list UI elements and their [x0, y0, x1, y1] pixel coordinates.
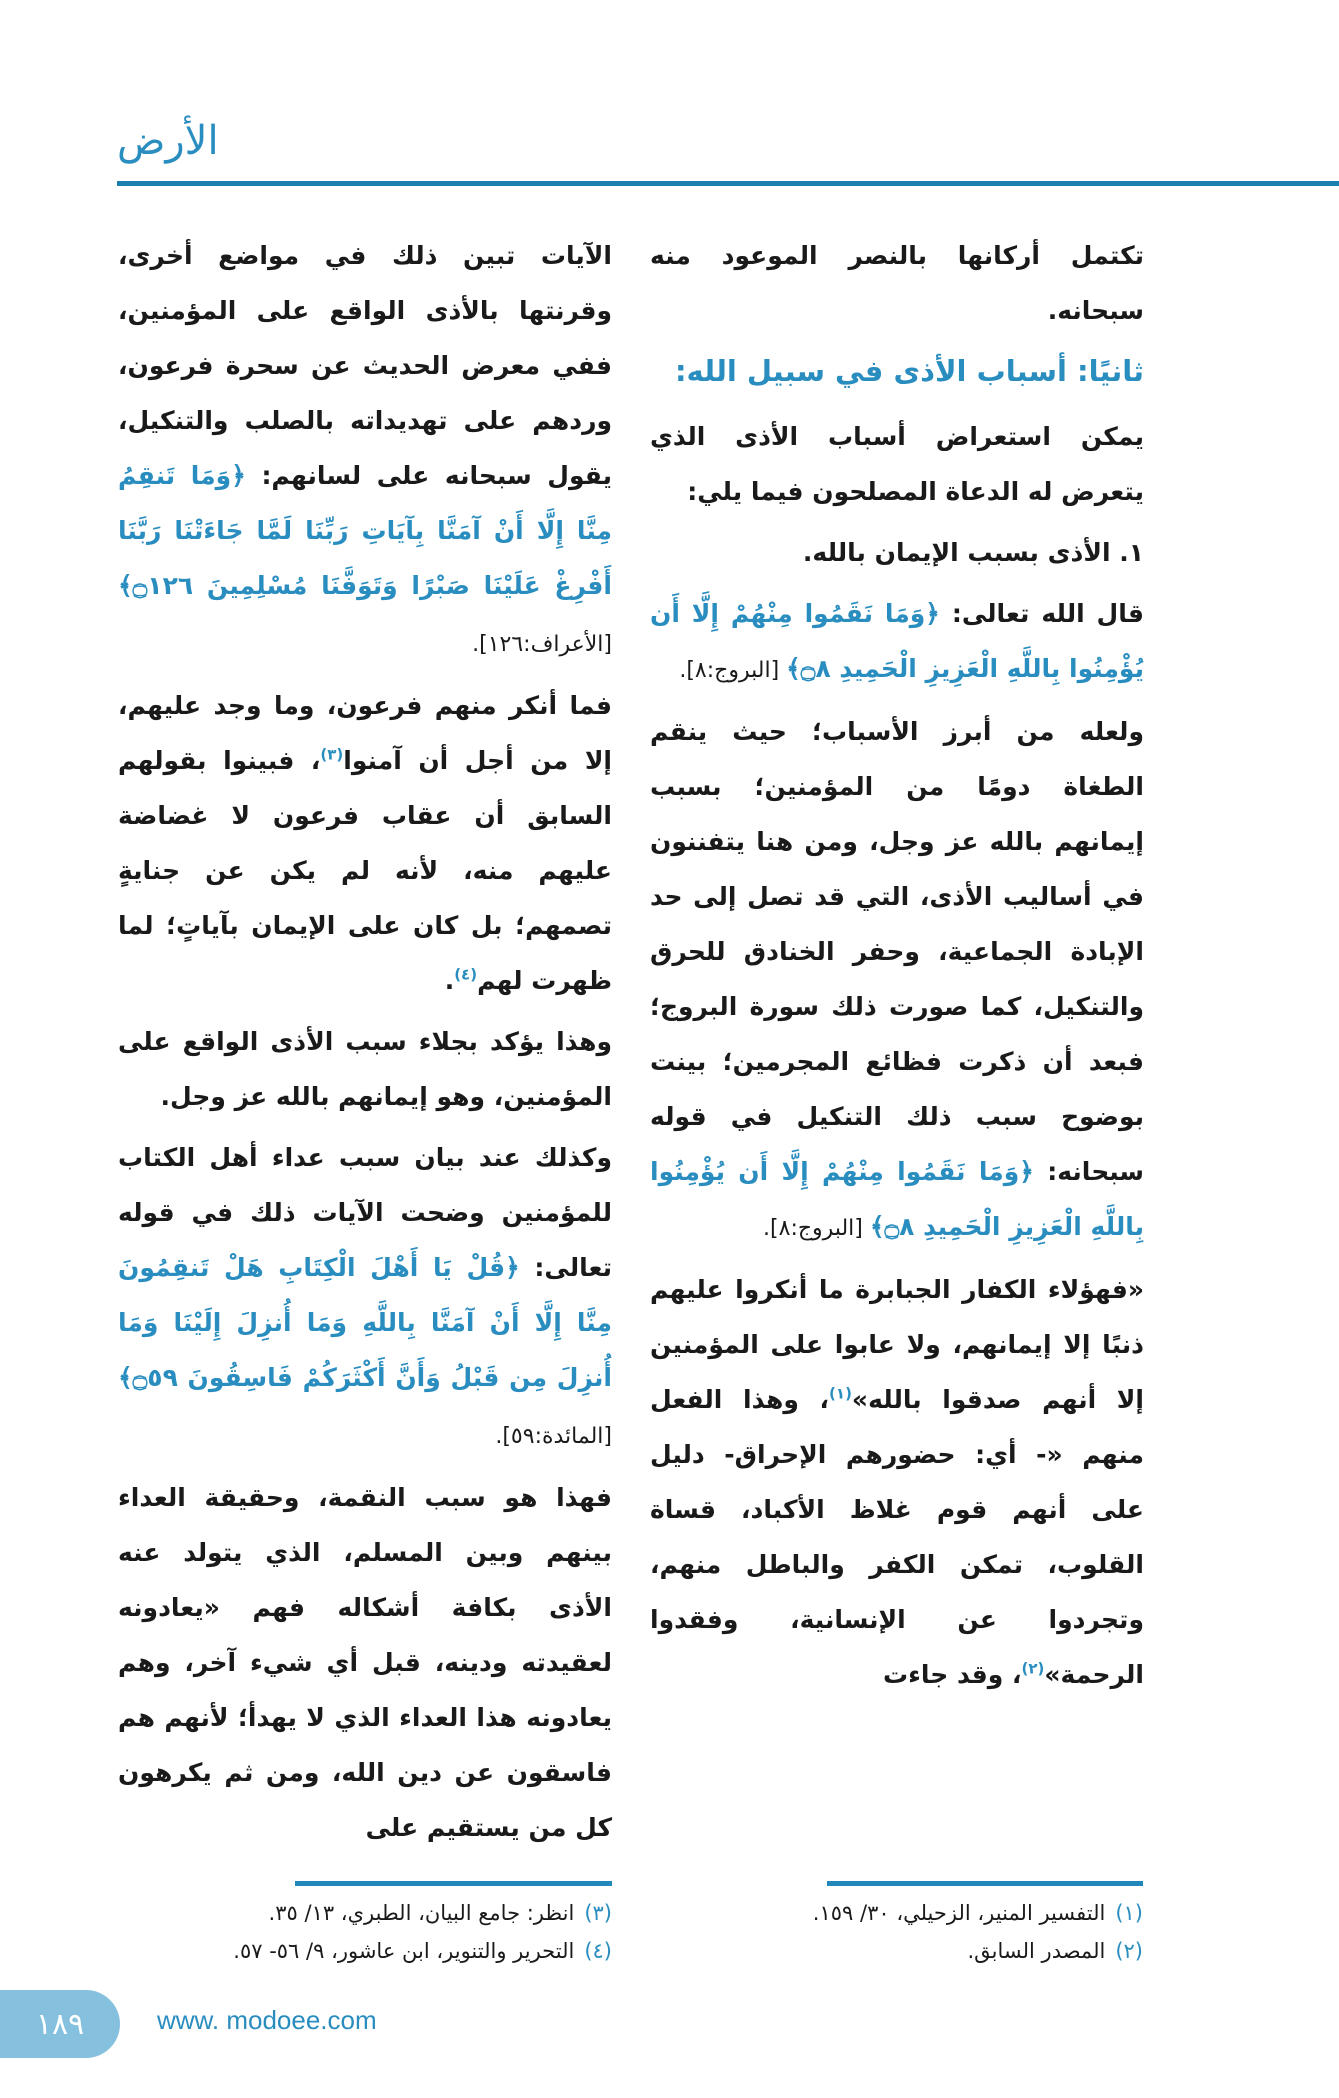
left-text-column	[118, 228, 612, 1861]
footnotes-left	[118, 1894, 612, 1970]
page-number: ١٨٩	[35, 2006, 85, 2042]
paragraph	[118, 1014, 612, 1124]
footnote	[700, 1894, 1143, 1932]
footnote-marker[interactable]: (٤)	[454, 965, 478, 984]
footnote	[700, 1932, 1143, 1970]
paragraph	[118, 228, 612, 672]
header-divider	[117, 181, 1339, 186]
footnote	[118, 1932, 612, 1970]
paragraph	[118, 678, 612, 1008]
paragraph-text: ، وهذا الفعل منهم «- أي: حضورهم الإحراق- دليل على أنهم قوم غلاظ الأكباد، قساة القلوب، تمكن الكفر والباطل منهم، وتجردوا عن الإنسانية، وفقدوا الرحمة»	[650, 1385, 1144, 1689]
quran-verse: ﴿قُلْ يَا أَهْلَ الْكِتَابِ هَلْ تَنقِمُونَ مِنَّا إِلَّا أَنْ آمَنَّا بِاللَّهِ وَمَا أُنزِلَ إِلَيْنَا وَمَا أُنزِلَ مِن قَبْلُ وَأَنَّ أَكْثَرَكُمْ فَاسِقُونَ ۝٥٩﴾	[118, 1253, 612, 1392]
footnote-number: (٢)	[1115, 1939, 1143, 1963]
paragraph	[650, 586, 1144, 698]
paragraph	[650, 525, 1144, 580]
footnote-number: (٣)	[584, 1901, 612, 1925]
right-text-column	[650, 228, 1144, 1708]
footnotes-right	[700, 1894, 1143, 1970]
verse-reference: [البروج:٨].	[679, 658, 787, 683]
footnote-text: التحرير والتنوير، ابن عاشور، ٩/ ٥٦- ٥٧.	[233, 1939, 575, 1963]
paragraph-text: ١. الأذى بسبب الإيمان بالله.	[802, 538, 1144, 567]
paragraph-text: ، فبينوا بقولهم السابق أن عقاب فرعون لا غضاضة عليهم منه، لأنه لم يكن عن جنايةٍ تصمهم؛ بل كان على الإيمان بآياتٍ؛ لما ظهرت لهم	[118, 746, 612, 995]
paragraph	[118, 1130, 612, 1464]
quran-verse: ﴿وَمَا نَقَمُوا مِنْهُمْ إِلَّا أَن يُؤْمِنُوا بِاللَّهِ الْعَزِيزِ الْحَمِيدِ ۝٨﴾	[650, 599, 1144, 683]
paragraph	[650, 409, 1144, 519]
paragraph-text: قال الله تعالى:	[939, 599, 1145, 628]
paragraph	[650, 228, 1144, 338]
quran-verse: ﴿وَمَا تَنقِمُ مِنَّا إِلَّا أَنْ آمَنَّا بِآيَاتِ رَبِّنَا لَمَّا جَاءَتْنَا رَبَّنَا أَفْرِغْ عَلَيْنَا صَبْرًا وَتَوَفَّنَا مُسْلِمِينَ ۝١٢٦﴾	[118, 461, 612, 600]
paragraph	[650, 1262, 1144, 1702]
footnote-text: التفسير المنير، الزحيلي، ٣٠/ ١٥٩.	[812, 1901, 1106, 1925]
paragraph-text: فما أنكر منهم فرعون، وما وجد عليهم، إلا من أجل أن آمنوا	[118, 691, 612, 775]
paragraph	[118, 1470, 612, 1855]
paragraph-text: .	[444, 966, 455, 995]
paragraph	[650, 704, 1144, 1256]
website-link[interactable]: www. modoee.com	[157, 2005, 377, 2035]
paragraph-text: الآيات تبين ذلك في مواضع أخرى، وقرنتها بالأذى الواقع على المؤمنين، ففي معرض الحديث عن سحرة فرعون، وردهم على تهديداته بالصلب والتنكيل، يقول سبحانه على لسانهم:	[118, 241, 612, 490]
footnote-number: (٤)	[584, 1939, 612, 1963]
paragraph-text: وكذلك عند بيان سبب عداء أهل الكتاب للمؤمنين وضحت الآيات ذلك في قوله تعالى:	[118, 1143, 612, 1282]
chapter-title: الأرض	[117, 118, 219, 164]
footnote-divider-right	[827, 1881, 1143, 1886]
paragraph-text: ولعله من أبرز الأسباب؛ حيث ينقم الطغاة دومًا من المؤمنين؛ بسبب إيمانهم بالله عز وجل، ومن هنا يتفننون في أساليب الأذى، التي قد تصل إلى حد الإبادة الجماعية، وحفر الخنادق للحرق والتنكيل، كما صورت ذلك سورة البروج؛ فبعد أن ذكرت فظائع المجرمين؛ بينت بوضوح سبب ذلك التنكيل في قوله سبحانه:	[650, 717, 1145, 1186]
quran-verse: ﴿وَمَا نَقَمُوا مِنْهُمْ إِلَّا أَن يُؤْمِنُوا بِاللَّهِ الْعَزِيزِ الْحَمِيدِ ۝٨﴾	[650, 1157, 1144, 1241]
footnote-text: انظر: جامع البيان، الطبري، ١٣/ ٣٥.	[268, 1901, 575, 1925]
verse-reference: [المائدة:٥٩].	[495, 1424, 612, 1449]
paragraph-text: فهذا هو سبب النقمة، وحقيقة العداء بينهم وبين المسلم، الذي يتولد عنه الأذى بكافة أشكاله فهم «يعادونه لعقيدته ودينه، قبل أي شيء آخر، وهم يعادونه هذا العداء الذي لا يهدأ؛ لأنهم هم فاسقون عن دين الله، ومن ثم يكرهون كل من يستقيم على	[118, 1483, 612, 1842]
paragraph-text: وهذا يؤكد بجلاء سبب الأذى الواقع على المؤمنين، وهو إيمانهم بالله عز وجل.	[118, 1027, 612, 1111]
footnote-text: المصدر السابق.	[967, 1939, 1106, 1963]
verse-reference: [البروج:٨].	[763, 1216, 870, 1241]
footnote-marker[interactable]: (٢)	[1021, 1659, 1045, 1678]
footnote	[118, 1894, 612, 1932]
footnote-marker[interactable]: (١)	[829, 1384, 852, 1403]
footnote-marker[interactable]: (٣)	[320, 745, 344, 764]
paragraph-text: ، وقد جاءت	[882, 1660, 1022, 1689]
paragraph-text: يمكن استعراض أسباب الأذى الذي يتعرض له الدعاة المصلحون فيما يلي:	[650, 422, 1144, 506]
footnote-number: (١)	[1115, 1901, 1143, 1925]
paragraph-text: تكتمل أركانها بالنصر الموعود منه سبحانه.	[650, 241, 1144, 325]
verse-reference: [الأعراف:١٢٦].	[472, 632, 612, 657]
paragraph-text: «فهؤلاء الكفار الجبابرة ما أنكروا عليهم ذنبًا إلا إيمانهم، ولا عابوا على المؤمنين إلا أنهم صدقوا بالله»	[650, 1275, 1144, 1414]
section-heading: ثانيًا: أسباب الأذى في سبيل الله:	[674, 354, 1144, 388]
footnote-divider-left	[295, 1881, 612, 1886]
page-number-badge	[0, 1990, 120, 2058]
